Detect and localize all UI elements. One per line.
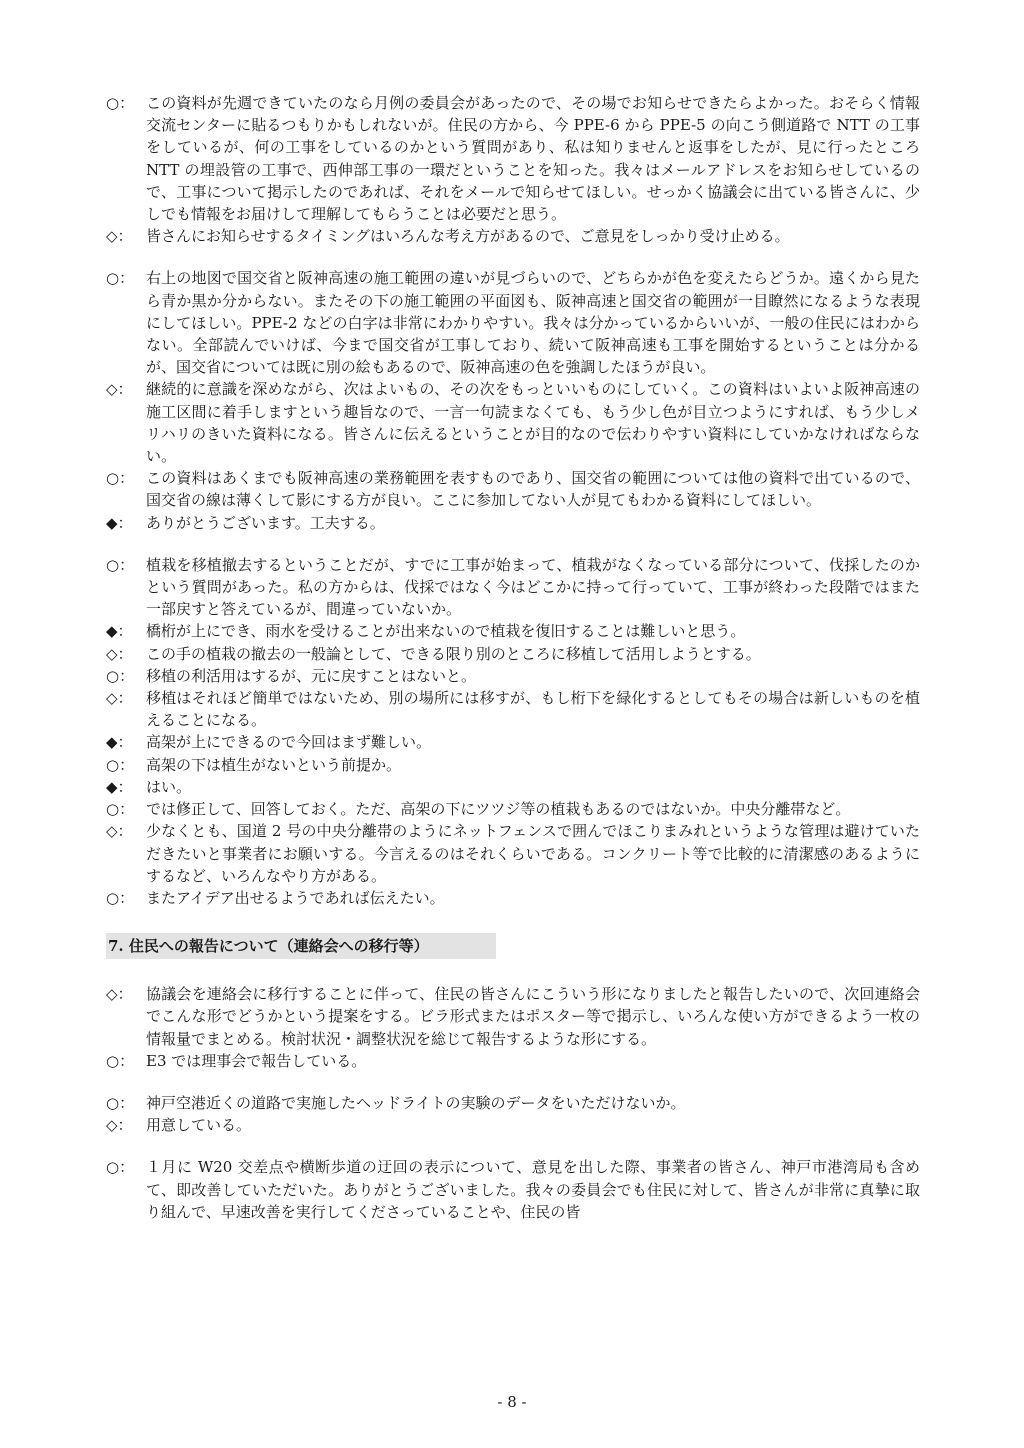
spacer xyxy=(106,1136,920,1156)
minutes-entry xyxy=(106,267,920,378)
entry-text: ありがとうございます。工夫する。 xyxy=(146,513,385,532)
entry-text: この資料が先週できていたのなら月例の委員会があったので、その場でお知らせできたらよかった。おそらく情報交流センターに貼るつもりかもしれないが。住民の方から、今 PPE-6 から PPE-5 の向こう側道路で NTT の工事をしているが、何の工事をしているのかという質問があり、私は知りませんと返事をしたが、見に行ったところ NTT の埋設管の工事で、西伸部工事の一環だということを知った。我々はメールアドレスをお知らせしているので、工事について掲示したのであれば、それをメールで知らせてほしい。せっかく協議会に出ている皆さんに、少しでも情報をお届けして理解してもらうことは必要だと思う。 xyxy=(146,94,920,224)
entry-text: 右上の地図で国交省と阪神高速の施工範囲の違いが見づらいので、どちらかが色を変えたらどうか。遠くから見たら青か黒か分からない。またその下の施工範囲の平面図も、阪神高速と国交省の範囲が一目瞭然になるような表現にしてほしい。PPE-2 などの白字は非常にわかりやすい。我々は分かっているからいいが、一般の住民にはわからない。全部読んでいけば、今まで国交省が工事しており、続いて阪神高速も工事を開始するということは分かるが、国交省については既に別の絵もあるので、阪神高速の色を強調したほうが良い。 xyxy=(146,269,920,377)
entry-text: １月に W20 交差点や横断歩道の迂回の表示について、意見を出した際、事業者の皆さん、神戸市港湾局も含めて、即改善していただいた。ありがとうございました。我々の委員会でも住民に対して、皆さんが非常に真摯に取り組んで、早速改善を実行してくださっていることや、住民の皆 xyxy=(146,1158,920,1221)
minutes-entry xyxy=(106,92,920,225)
entry-text: はい。 xyxy=(146,777,192,796)
speaker-mark: ○： xyxy=(106,888,135,907)
minutes-entry xyxy=(106,467,920,511)
speaker-mark: ◇： xyxy=(106,380,133,399)
entry-text: では修正して、回答しておく。ただ、高架の下にツツジ等の植栽もあるのではないか。中央分離帯など。 xyxy=(146,800,851,819)
minutes-entry xyxy=(106,731,920,753)
speaker-mark: ◆： xyxy=(106,777,133,796)
minutes-entry xyxy=(106,776,920,798)
entry-text: 高架が上にできるので今回はまず難しい。 xyxy=(146,733,432,752)
minutes-entry xyxy=(106,687,920,731)
speaker-mark: ○： xyxy=(106,469,135,488)
entry-text: 移植の利活用はするが、元に戻すことはないと。 xyxy=(146,666,477,685)
minutes-entry xyxy=(106,983,920,1050)
speaker-mark: ○： xyxy=(106,1093,135,1112)
speaker-mark: ◇： xyxy=(106,822,133,841)
speaker-mark: ○： xyxy=(106,800,135,819)
entry-text: 皆さんにお知らせするタイミングはいろんな考え方があるので、ご意見をしっかり受け止める。 xyxy=(146,227,790,246)
entry-text: この資料はあくまでも阪神高速の業務範囲を表すものであり、国交省の範囲については他の資料で出ているので、国交省の線は薄くして影にする方が良い。ここに参加してない人が見てもわかる資料にしてほしい。 xyxy=(146,469,920,510)
minutes-entry xyxy=(106,798,920,820)
speaker-mark: ◇： xyxy=(106,985,133,1004)
speaker-mark: ○： xyxy=(106,1158,135,1177)
speaker-mark: ◇： xyxy=(106,227,133,246)
page-number: - 8 - xyxy=(497,1393,527,1411)
spacer xyxy=(106,1072,920,1092)
entry-text: 継続的に意識を深めながら、次はよいもの、その次をもっといいものにしていく。この資料はいよいよ阪神高速の施工区間に着手しますという趣旨なので、一言一句読まなくても、もう少し色が目立つようにすれば、もう少しメリハリのきいた資料になる。皆さんに伝えるということが目的なので伝わりやすい資料にしていかなければならない。 xyxy=(146,380,920,466)
minutes-entry xyxy=(106,512,920,534)
entry-text: 用意している。 xyxy=(146,1116,252,1135)
speaker-mark: ◇： xyxy=(106,1116,133,1135)
entry-text: 移植はそれほど簡単ではないため、別の場所には移すが、もし桁下を緑化するとしてもその場合は新しいものを植えることになる。 xyxy=(146,689,920,730)
minutes-entry xyxy=(106,665,920,687)
spacer xyxy=(106,909,920,933)
speaker-mark: ○： xyxy=(106,94,135,112)
entry-text: またアイデア出せるようであれば伝えたい。 xyxy=(146,888,445,907)
speaker-mark: ○： xyxy=(106,755,135,774)
minutes-entry xyxy=(106,887,920,909)
speaker-mark: ◇： xyxy=(106,689,133,708)
entry-text: 少なくとも、国道 2 号の中央分離帯のようにネットフェンスで囲んでほこりまみれというような管理は避けていただきたいと事業者にお願いする。今言えるのはそれくらいである。コンクリート等で比較的に清潔感のあるようにするなど、いろんなやり方がある。 xyxy=(146,822,920,885)
minutes-entry xyxy=(106,820,920,887)
minutes-entry xyxy=(106,1114,920,1136)
minutes-entry xyxy=(106,554,920,621)
minutes-entry xyxy=(106,620,920,642)
entry-text: 植栽を移植撤去するということだが、すでに工事が始まって、植栽がなくなっている部分について、伐採したのかという質問があった。私の方からは、伐採ではなく今はどこかに持って行っていて、工事が終わった段階ではまた一部戻すと答えているが、間違っていないか。 xyxy=(146,555,920,619)
speaker-mark: ○： xyxy=(106,555,135,574)
entry-text: この手の植栽の撤去の一般論として、できる限り別のところに移植して活用しようとする。 xyxy=(146,644,761,663)
speaker-mark: ◆： xyxy=(106,513,133,532)
minutes-entry xyxy=(106,1156,920,1223)
speaker-mark: ◇： xyxy=(106,644,133,663)
minutes-entry xyxy=(106,754,920,776)
minutes-body xyxy=(106,92,920,1223)
entry-text: E3 では理事会で報告している。 xyxy=(146,1051,367,1070)
entry-text: 高架の下は植生がないという前提か。 xyxy=(146,755,402,774)
speaker-mark: ◆： xyxy=(106,733,133,752)
speaker-mark: ◆： xyxy=(106,622,133,641)
speaker-mark: ○： xyxy=(106,666,135,685)
spacer xyxy=(106,534,920,554)
entry-text: 協議会を連絡会に移行することに伴って、住民の皆さんにこういう形になりましたと報告したいので、次回連絡会でこんな形でどうかという提案をする。ビラ形式またはポスター等で掲示し、いろんな使い方ができるよう一枚の情報量でまとめる。検討状況・調整状況を総じて報告するような形にする。 xyxy=(146,985,920,1048)
minutes-entry xyxy=(106,378,920,467)
entry-text: 橋桁が上にでき、雨水を受けることが出来ないので植栽を復旧することは難しいと思う。 xyxy=(146,622,746,641)
minutes-entry xyxy=(106,1050,920,1072)
section-heading: 7. 住民への報告について（連絡会への移行等） xyxy=(106,933,496,959)
spacer xyxy=(106,247,920,267)
minutes-entry xyxy=(106,1092,920,1114)
minutes-entry xyxy=(106,643,920,665)
speaker-mark: ○： xyxy=(106,1051,135,1070)
minutes-entry xyxy=(106,225,920,247)
spacer xyxy=(106,959,920,983)
entry-text: 神戸空港近くの道路で実施したヘッドライトの実験のデータをいただけないか。 xyxy=(146,1093,686,1112)
speaker-mark: ○： xyxy=(106,269,135,288)
